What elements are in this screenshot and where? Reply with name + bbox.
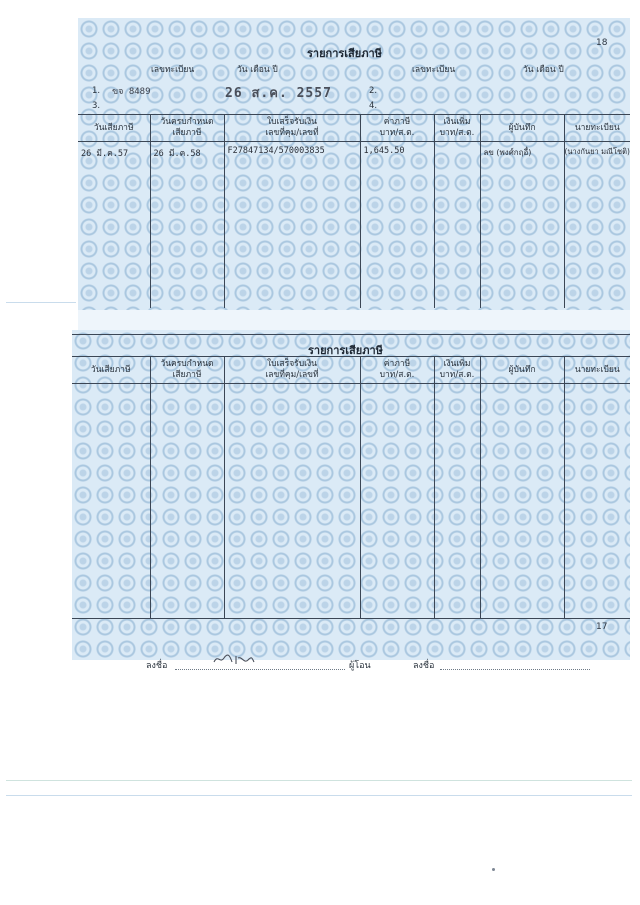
plate-number: ขจ 8489: [112, 87, 151, 97]
section-title-bottom: รายการเสียภาษี: [308, 344, 383, 357]
page-number-bottom: 17: [596, 622, 608, 632]
scan-line: [6, 780, 632, 781]
scan-line: [6, 795, 632, 796]
tax-table-bottom: [72, 356, 630, 618]
col-header-payment-date: วันเสียภาษี: [78, 115, 150, 142]
col-header-registrar: นายทะเบียน: [564, 115, 630, 142]
page-number-top: 18: [596, 38, 608, 48]
tax-table-top: [78, 114, 630, 308]
row-number-2: 2.: [369, 86, 378, 96]
signature-line-left: [175, 658, 345, 670]
table-row: [78, 142, 630, 161]
cell-registrar: (นางกันยา มณีโชติ): [564, 142, 630, 161]
cell-tax: 1,645.50: [360, 142, 434, 161]
row-number-4: 4.: [369, 101, 378, 111]
signature-line-right: [440, 658, 590, 670]
col-header-tax: ค่าภาษี บาท/ส.ต.: [360, 115, 434, 142]
section-title-top: รายการเสียภาษี: [307, 47, 382, 60]
col-header-surcharge: เงินเพิ่ม บาท/ส.ต.: [434, 115, 480, 142]
date-label-left: วัน เดือน ปี: [237, 65, 278, 75]
col-header-due-date: วันครบกำหนด เสียภาษี: [150, 357, 224, 384]
transferor-label: ผู้โอน: [349, 661, 371, 671]
col-header-payment-date: วันเสียภาษี: [72, 357, 150, 384]
col-header-recorder: ผู้บันทึก: [480, 357, 564, 384]
registration-label-right: เลขทะเบียน: [412, 65, 456, 75]
col-header-surcharge: เงินเพิ่ม บาท/ส.ต.: [434, 357, 480, 384]
page-fold-strip: [78, 310, 630, 332]
top-border-bottom-sheet: [72, 334, 630, 335]
col-header-receipt: ใบเสร็จรับเงิน เลขที่คุม/เลขที่: [224, 357, 360, 384]
col-header-registrar: นายทะเบียน: [564, 357, 630, 384]
scan-dot: [492, 868, 495, 871]
row-number-3: 3.: [92, 101, 101, 111]
scan-line: [6, 302, 76, 303]
row-number-1: 1.: [92, 86, 101, 96]
stamped-date: 26 ส.ค. 2557: [225, 86, 332, 101]
cell-recorder: ลข (พงศ์กฤอื๋): [480, 142, 564, 161]
date-label-right: วัน เดือน ปี: [523, 65, 564, 75]
col-header-tax: ค่าภาษี บาท/ส.ต.: [360, 357, 434, 384]
col-header-receipt: ใบเสร็จรับเงิน เลขที่คุม/เลขที่: [224, 115, 360, 142]
col-header-recorder: ผู้บันทึก: [480, 115, 564, 142]
cell-receipt: F27847134/570003835: [224, 142, 360, 161]
registration-label-left: เลขทะเบียน: [151, 65, 195, 75]
cell-surcharge: [434, 142, 480, 161]
sign-label-right: ลงชื่อ: [413, 661, 435, 671]
table-bottom-border: [72, 618, 630, 619]
cell-payment-date: 26 มี.ค.57: [81, 149, 129, 159]
sign-label-left: ลงชื่อ: [146, 661, 168, 671]
col-header-due-date: วันครบกำหนด เสียภาษี: [150, 115, 224, 142]
handwritten-signature: [212, 652, 256, 669]
cell-due-date: 26 มี.ค.58: [150, 142, 224, 161]
